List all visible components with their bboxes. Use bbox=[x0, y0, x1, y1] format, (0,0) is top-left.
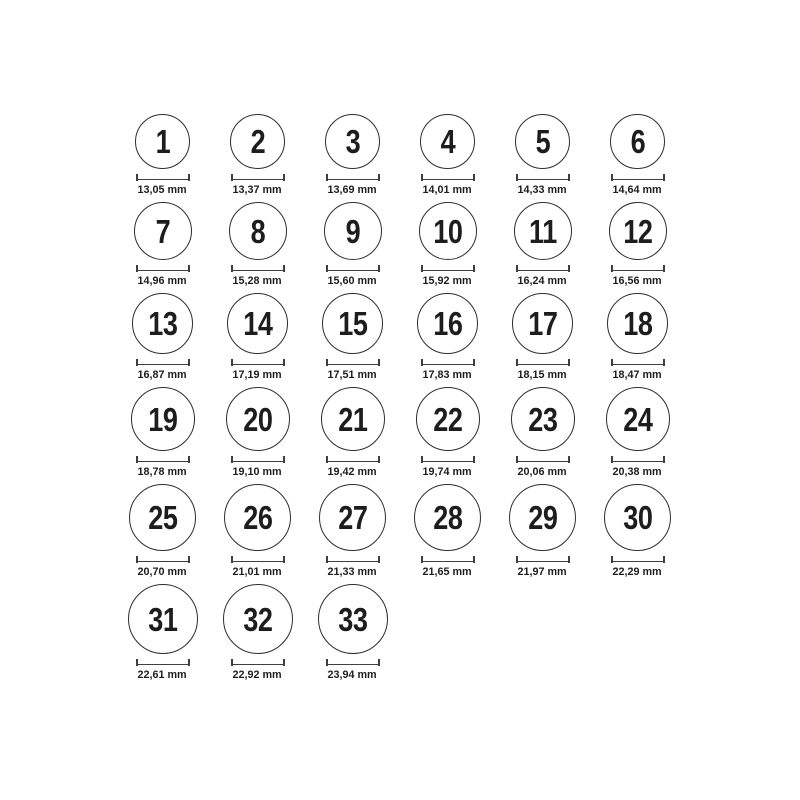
ring-size-circle bbox=[223, 584, 293, 654]
ring-size-cell bbox=[514, 202, 572, 289]
ring-size-number: 10 bbox=[432, 212, 463, 250]
measure-hline bbox=[328, 179, 378, 181]
ring-size-circle bbox=[135, 114, 190, 169]
measure-hline bbox=[138, 364, 188, 366]
diameter-measure-line bbox=[611, 359, 665, 366]
ring-size-circle bbox=[610, 114, 665, 169]
ring-size-number: 22 bbox=[432, 400, 463, 438]
ring-size-number: 2 bbox=[250, 123, 265, 160]
ring-size-circle bbox=[226, 387, 290, 451]
ring-size-number: 1 bbox=[155, 123, 170, 160]
ring-size-number: 16 bbox=[432, 305, 463, 342]
diameter-label: 13,37 mm bbox=[232, 184, 283, 196]
diameter-measure-line bbox=[136, 265, 190, 272]
ring-size-cell bbox=[416, 387, 480, 480]
diameter-label: 13,05 mm bbox=[137, 184, 188, 196]
measure-hline bbox=[518, 461, 568, 463]
ring-size-number: 6 bbox=[630, 123, 645, 160]
diameter-measure-line bbox=[611, 456, 665, 463]
ring-size-cell bbox=[417, 293, 478, 383]
ring-size-circle bbox=[414, 484, 481, 551]
measure-hline bbox=[328, 664, 378, 666]
ring-size-cell bbox=[134, 202, 192, 289]
diameter-label: 20,06 mm bbox=[517, 466, 568, 478]
ring-size-cell bbox=[223, 584, 293, 683]
diameter-label: 17,19 mm bbox=[232, 369, 283, 381]
measure-hline bbox=[613, 179, 663, 181]
ring-size-circle bbox=[321, 387, 385, 451]
chart-row bbox=[115, 293, 685, 383]
ring-size-cell bbox=[606, 387, 670, 480]
diameter-measure-line bbox=[136, 556, 190, 563]
chart-row bbox=[115, 584, 685, 683]
diameter-label: 13,69 mm bbox=[327, 184, 378, 196]
ring-size-number: 15 bbox=[337, 305, 368, 342]
diameter-label: 17,51 mm bbox=[327, 369, 378, 381]
ring-size-cell bbox=[607, 293, 668, 383]
measure-hline bbox=[328, 364, 378, 366]
ring-size-circle bbox=[509, 484, 576, 551]
diameter-label: 21,97 mm bbox=[517, 566, 568, 578]
diameter-measure-line bbox=[326, 359, 380, 366]
diameter-label: 18,47 mm bbox=[612, 369, 663, 381]
ring-size-circle bbox=[132, 293, 193, 354]
ring-size-number: 7 bbox=[155, 212, 170, 250]
measure-hline bbox=[328, 461, 378, 463]
measure-hline bbox=[328, 270, 378, 272]
diameter-label: 15,60 mm bbox=[327, 275, 378, 287]
ring-size-circle bbox=[129, 484, 196, 551]
diameter-measure-line bbox=[421, 456, 475, 463]
ring-size-cell bbox=[414, 484, 481, 580]
diameter-label: 20,38 mm bbox=[612, 466, 663, 478]
ring-size-number: 26 bbox=[242, 499, 273, 536]
ring-size-cell bbox=[135, 114, 190, 198]
diameter-measure-line bbox=[326, 265, 380, 272]
ring-size-number: 17 bbox=[527, 305, 558, 342]
diameter-measure-line bbox=[136, 174, 190, 181]
ring-size-number: 28 bbox=[432, 499, 463, 536]
diameter-label: 14,33 mm bbox=[517, 184, 568, 196]
ring-size-cell bbox=[318, 584, 388, 683]
ring-size-circle bbox=[229, 202, 287, 260]
ring-size-number: 32 bbox=[242, 600, 273, 638]
diameter-label: 19,42 mm bbox=[327, 466, 378, 478]
diameter-measure-line bbox=[421, 556, 475, 563]
chart-row bbox=[115, 484, 685, 580]
ring-size-circle bbox=[322, 293, 383, 354]
ring-size-circle bbox=[227, 293, 288, 354]
ring-size-cell bbox=[609, 202, 667, 289]
diameter-label: 14,01 mm bbox=[422, 184, 473, 196]
ring-size-number: 13 bbox=[147, 305, 178, 342]
measure-hline bbox=[328, 561, 378, 563]
ring-size-circle bbox=[511, 387, 575, 451]
measure-hline bbox=[138, 461, 188, 463]
ring-size-cell bbox=[322, 293, 383, 383]
diameter-measure-line bbox=[136, 359, 190, 366]
diameter-measure-line bbox=[326, 174, 380, 181]
measure-hline bbox=[138, 270, 188, 272]
ring-size-circle bbox=[128, 584, 198, 654]
diameter-measure-line bbox=[231, 359, 285, 366]
ring-size-cell bbox=[230, 114, 285, 198]
diameter-label: 21,33 mm bbox=[327, 566, 378, 578]
measure-hline bbox=[233, 364, 283, 366]
ring-size-cell bbox=[128, 584, 198, 683]
ring-size-number: 18 bbox=[622, 305, 653, 342]
ring-size-number: 12 bbox=[622, 212, 653, 250]
ring-size-number: 3 bbox=[345, 123, 360, 160]
measure-hline bbox=[613, 461, 663, 463]
diameter-measure-line bbox=[326, 556, 380, 563]
diameter-measure-line bbox=[231, 265, 285, 272]
diameter-measure-line bbox=[136, 659, 190, 666]
diameter-measure-line bbox=[516, 174, 570, 181]
measure-hline bbox=[518, 364, 568, 366]
ring-size-cell bbox=[224, 484, 291, 580]
ring-size-circle bbox=[131, 387, 195, 451]
ring-size-circle bbox=[134, 202, 192, 260]
diameter-measure-line bbox=[611, 174, 665, 181]
diameter-measure-line bbox=[516, 556, 570, 563]
ring-size-number: 30 bbox=[622, 499, 653, 536]
diameter-measure-line bbox=[326, 456, 380, 463]
diameter-measure-line bbox=[421, 174, 475, 181]
chart-row bbox=[115, 387, 685, 480]
ring-size-cell bbox=[325, 114, 380, 198]
ring-size-cell bbox=[319, 484, 386, 580]
diameter-label: 16,24 mm bbox=[517, 275, 568, 287]
measure-hline bbox=[138, 179, 188, 181]
ring-size-cell bbox=[131, 387, 195, 480]
ring-size-cell bbox=[511, 387, 575, 480]
diameter-label: 23,94 mm bbox=[327, 669, 378, 681]
ring-size-number: 19 bbox=[147, 400, 178, 438]
diameter-measure-line bbox=[231, 659, 285, 666]
measure-hline bbox=[423, 561, 473, 563]
ring-size-cell bbox=[515, 114, 570, 198]
ring-size-number: 14 bbox=[242, 305, 273, 342]
ring-size-cell bbox=[512, 293, 573, 383]
diameter-label: 16,56 mm bbox=[612, 275, 663, 287]
ring-size-circle bbox=[607, 293, 668, 354]
measure-hline bbox=[613, 364, 663, 366]
measure-hline bbox=[613, 270, 663, 272]
measure-hline bbox=[423, 364, 473, 366]
diameter-measure-line bbox=[231, 456, 285, 463]
ring-size-number: 24 bbox=[622, 400, 653, 438]
ring-size-cell bbox=[610, 114, 665, 198]
diameter-label: 15,28 mm bbox=[232, 275, 283, 287]
ring-size-number: 9 bbox=[345, 212, 360, 250]
measure-hline bbox=[233, 270, 283, 272]
diameter-label: 21,01 mm bbox=[232, 566, 283, 578]
measure-hline bbox=[518, 270, 568, 272]
diameter-measure-line bbox=[421, 359, 475, 366]
ring-size-circle bbox=[224, 484, 291, 551]
ring-size-number: 21 bbox=[337, 400, 368, 438]
diameter-label: 18,15 mm bbox=[517, 369, 568, 381]
ring-size-cell bbox=[129, 484, 196, 580]
diameter-label: 18,78 mm bbox=[137, 466, 188, 478]
diameter-label: 14,64 mm bbox=[612, 184, 663, 196]
diameter-label: 15,92 mm bbox=[422, 275, 473, 287]
ring-size-cell bbox=[509, 484, 576, 580]
measure-hline bbox=[138, 561, 188, 563]
ring-size-number: 29 bbox=[527, 499, 558, 536]
measure-hline bbox=[233, 664, 283, 666]
ring-size-number: 4 bbox=[440, 123, 455, 160]
ring-size-circle bbox=[417, 293, 478, 354]
diameter-measure-line bbox=[516, 265, 570, 272]
measure-hline bbox=[423, 461, 473, 463]
ring-size-cell bbox=[419, 202, 477, 289]
diameter-measure-line bbox=[611, 265, 665, 272]
diameter-label: 22,61 mm bbox=[137, 669, 188, 681]
diameter-label: 19,74 mm bbox=[422, 466, 473, 478]
ring-size-circle bbox=[514, 202, 572, 260]
ring-size-number: 23 bbox=[527, 400, 558, 438]
diameter-measure-line bbox=[136, 456, 190, 463]
ring-size-circle bbox=[420, 114, 475, 169]
diameter-measure-line bbox=[421, 265, 475, 272]
ring-size-circle bbox=[419, 202, 477, 260]
measure-hline bbox=[518, 561, 568, 563]
ring-size-number: 11 bbox=[528, 212, 557, 250]
diameter-measure-line bbox=[231, 174, 285, 181]
diameter-measure-line bbox=[231, 556, 285, 563]
chart-row bbox=[115, 114, 685, 198]
ring-size-number: 31 bbox=[147, 600, 178, 638]
ring-size-circle bbox=[515, 114, 570, 169]
measure-hline bbox=[518, 179, 568, 181]
ring-size-circle bbox=[609, 202, 667, 260]
ring-size-cell bbox=[227, 293, 288, 383]
ring-size-number: 20 bbox=[242, 400, 273, 438]
diameter-label: 22,29 mm bbox=[612, 566, 663, 578]
measure-hline bbox=[233, 461, 283, 463]
ring-size-circle bbox=[512, 293, 573, 354]
ring-size-cell bbox=[321, 387, 385, 480]
ring-size-number: 25 bbox=[147, 499, 178, 536]
ring-size-number: 33 bbox=[337, 600, 368, 638]
diameter-label: 17,83 mm bbox=[422, 369, 473, 381]
ring-size-cell bbox=[324, 202, 382, 289]
ring-size-cell bbox=[420, 114, 475, 198]
diameter-label: 14,96 mm bbox=[137, 275, 188, 287]
diameter-label: 19,10 mm bbox=[232, 466, 283, 478]
ring-size-cell bbox=[226, 387, 290, 480]
measure-hline bbox=[233, 179, 283, 181]
ring-size-circle bbox=[230, 114, 285, 169]
ring-size-circle bbox=[324, 202, 382, 260]
measure-hline bbox=[423, 179, 473, 181]
ring-size-circle bbox=[604, 484, 671, 551]
ring-size-circle bbox=[606, 387, 670, 451]
ring-size-cell bbox=[132, 293, 193, 383]
ring-size-circle bbox=[325, 114, 380, 169]
ring-size-number: 27 bbox=[337, 499, 368, 536]
diameter-measure-line bbox=[611, 556, 665, 563]
ring-size-circle bbox=[319, 484, 386, 551]
ring-size-circle bbox=[416, 387, 480, 451]
diameter-measure-line bbox=[516, 456, 570, 463]
measure-hline bbox=[423, 270, 473, 272]
ring-size-number: 8 bbox=[250, 212, 265, 250]
diameter-label: 22,92 mm bbox=[232, 669, 283, 681]
diameter-label: 16,87 mm bbox=[137, 369, 188, 381]
diameter-measure-line bbox=[516, 359, 570, 366]
ring-size-cell bbox=[229, 202, 287, 289]
diameter-label: 20,70 mm bbox=[137, 566, 188, 578]
diameter-measure-line bbox=[326, 659, 380, 666]
diameter-label: 21,65 mm bbox=[422, 566, 473, 578]
measure-hline bbox=[233, 561, 283, 563]
measure-hline bbox=[138, 664, 188, 666]
ring-size-cell bbox=[604, 484, 671, 580]
measure-hline bbox=[613, 561, 663, 563]
chart-row bbox=[115, 202, 685, 289]
ring-size-number: 5 bbox=[535, 123, 550, 160]
ring-size-circle bbox=[318, 584, 388, 654]
